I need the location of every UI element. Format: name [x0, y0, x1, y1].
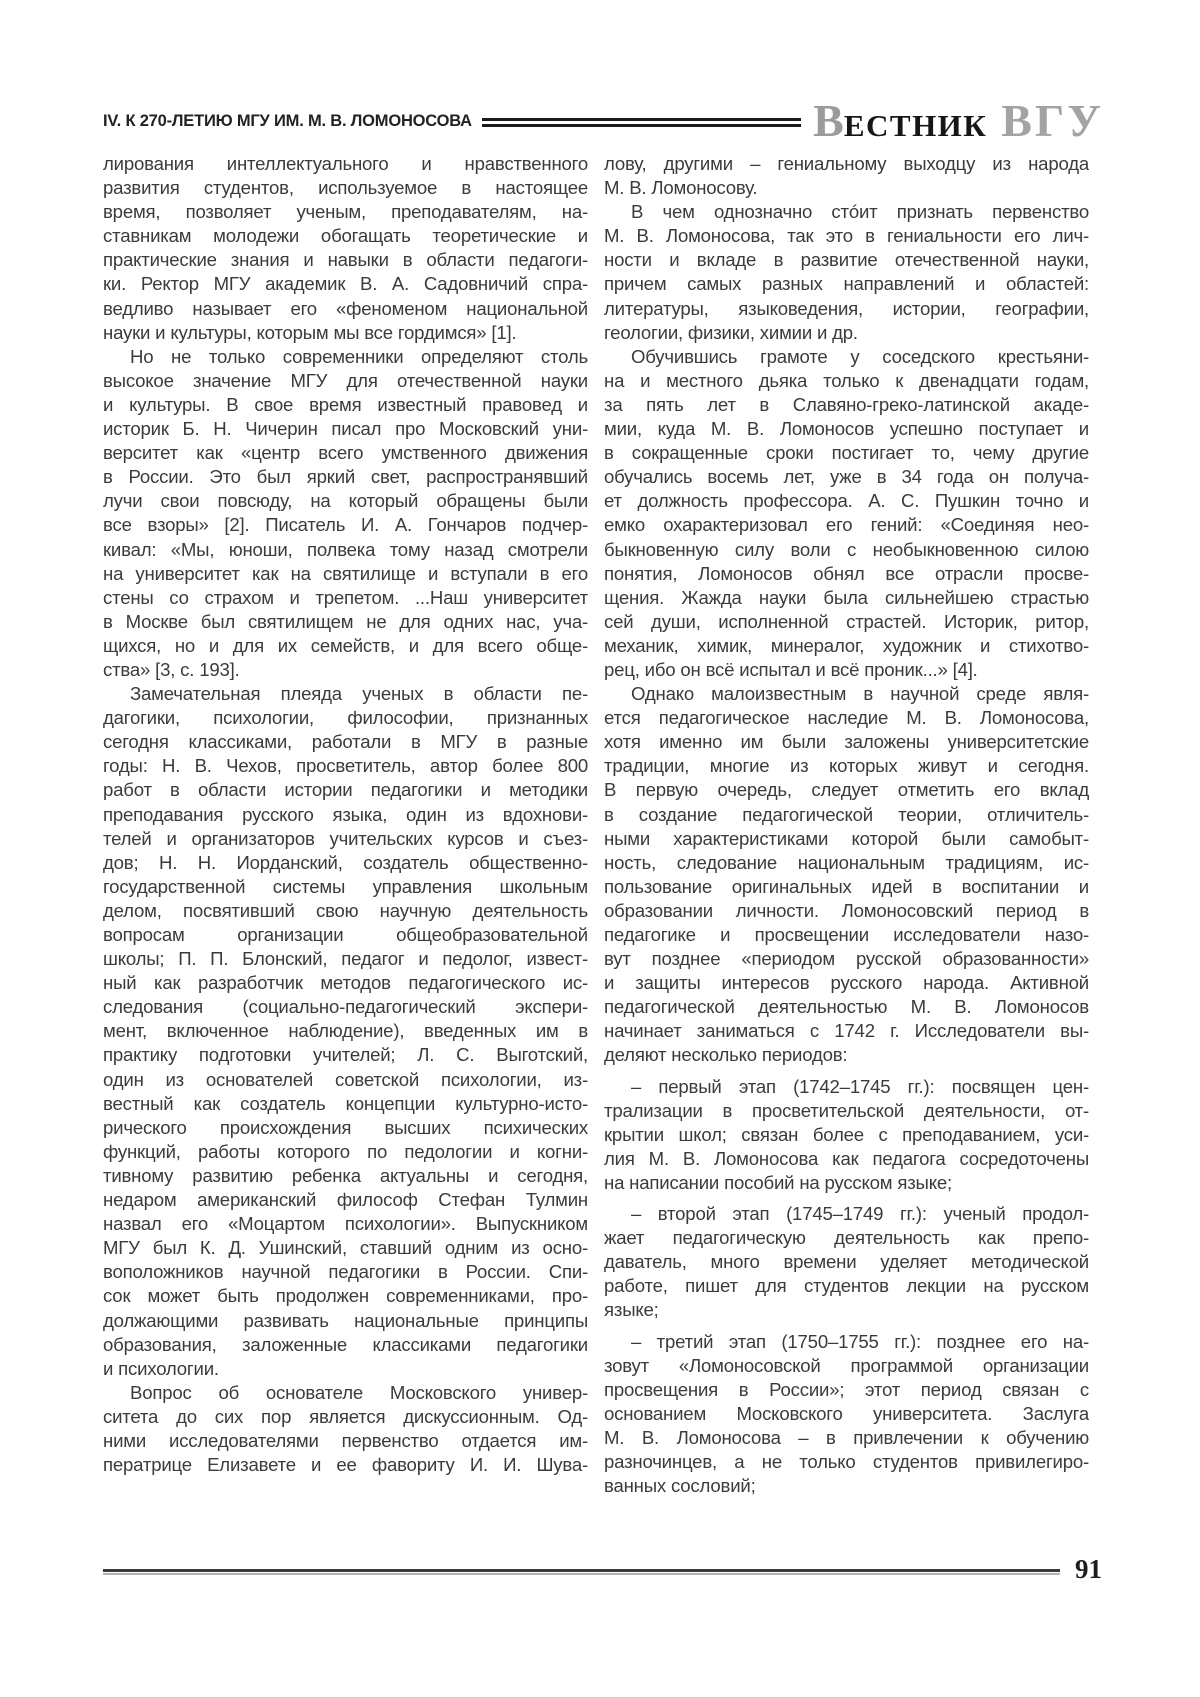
text-line: понятия, Ломоносов обнял все отрасли просве- [604, 562, 1089, 584]
text-line: геологии, физики, химии и др. [604, 321, 858, 343]
text-line: вут позднее «периодом русской образованности» [604, 948, 1089, 970]
text-line: механик, химик, минералог, художник и стихотво- [604, 634, 1089, 656]
text-line: деляют несколько периодов: [604, 1044, 848, 1066]
text-line: причем самых разных направлений и областей: [604, 273, 1089, 295]
text-line: мии, куда М. В. Ломоносов успешно поступает и [604, 418, 1089, 440]
text-line: время, позволяет ученым, преподавателям, на- [103, 201, 588, 223]
text-line: сок может быть продолжен современниками, про- [103, 1285, 588, 1307]
text-line: и культуры. В свое время известный правовед и [103, 393, 588, 415]
text-line: – второй этап (1745–1749 гг.): ученый продол- [631, 1203, 1089, 1225]
text-line: зовут «Ломоносовской программой организации [604, 1354, 1089, 1376]
text-line: историк Б. Н. Чичерин писал про Московский уни- [103, 418, 588, 440]
text-line: школы; П. П. Блонский, педагог и педолог, извест- [103, 948, 588, 970]
text-line: Однако малоизвестным в научной среде явля- [631, 683, 1089, 705]
text-line: педагогической деятельностью М. В. Ломоносов [604, 996, 1089, 1018]
text-line: трализации в просветительской деятельности, от- [604, 1099, 1089, 1121]
text-line: литературы, языковедения, истории, географии, [604, 297, 1089, 319]
text-line: ется педагогическое наследие М. В. Ломоносова, [604, 707, 1089, 729]
text-line: – первый этап (1742–1745 гг.): посвящен цен- [631, 1075, 1089, 1097]
text-line: начинает заниматься с 1742 г. Исследователи вы- [604, 1020, 1089, 1042]
text-line: лирования интеллектуального и нравственного [103, 153, 588, 174]
text-line: следования (социально-педагогический экспери- [103, 996, 588, 1018]
text-line: щихся, но и для их семейств, и для всего обще- [103, 634, 588, 656]
text-line: МГУ был К. Д. Ушинский, ставший одним из осно- [103, 1237, 588, 1259]
text-line: разночинцев, а не только студентов привилегиро- [604, 1450, 1089, 1472]
text-line: ными характеристиками которой были самобыт- [604, 827, 1089, 849]
text-line: телей и организаторов учительских курсов и съез- [103, 827, 588, 849]
text-line: ность, следование национальным традициям, ис- [604, 851, 1089, 873]
text-line: должающими развивать национальные принципы [103, 1309, 588, 1331]
text-line: М. В. Ломоносова – в привлечении к обучению [604, 1426, 1089, 1448]
text-line: ситета до сих пор является дискуссионным. Од- [103, 1405, 588, 1427]
text-line: кивал: «Мы, юноши, полвека тому назад смотрели [103, 538, 588, 560]
text-line: традиции, многие из которых живут и сегодня. [604, 755, 1089, 777]
page-number: 91 [1075, 1554, 1102, 1584]
text-line: педагогике и просвещении исследователи назо- [604, 924, 1089, 945]
text-line: Вопрос об основателе Московского универ- [130, 1381, 588, 1403]
paragraph [604, 1075, 1089, 1195]
text-line: емко охарактеризовал его гений: «Соединяя нео- [604, 514, 1089, 536]
paragraph [103, 1381, 588, 1477]
right-column [604, 152, 1089, 1498]
text-line: даватель, много времени уделяет методической [604, 1251, 1089, 1273]
paragraph [604, 345, 1089, 682]
text-line: дагогики, психологии, философии, признанных [103, 707, 588, 729]
left-column [103, 152, 588, 1498]
text-line: в создание педагогической теории, отличитель- [604, 803, 1089, 825]
article-body [103, 152, 1089, 1498]
text-line: тивному развитию ребенка актуальны и сегодня, [103, 1164, 588, 1186]
text-line: лову, другими – гениальному выходцу из народа [604, 153, 1089, 174]
paragraph [604, 200, 1089, 345]
text-line: ванных сословий; [604, 1475, 756, 1497]
text-line: в России. Это был яркий свет, распространявший [103, 466, 588, 488]
text-line: просвещения в России»; этот период связан с [604, 1378, 1089, 1400]
text-line: ности и вкладе в развитие отечественной науки, [604, 249, 1089, 271]
text-line: ет должность профессора. А. С. Пушкин точно и [604, 490, 1089, 512]
text-line: на и местного дьяка только к двенадцати годам, [604, 369, 1089, 391]
text-line: крытии школ; связан более с преподаванием, уси- [604, 1123, 1089, 1145]
text-line: ный как разработчик методов педагогического ис- [103, 972, 588, 994]
text-line: образовании личности. Ломоносовский период в [604, 899, 1089, 921]
text-line: основанием Московского университета. Заслуга [604, 1402, 1089, 1424]
text-line: Замечательная плеяда ученых в области пе- [130, 683, 588, 705]
text-line: – третий этап (1750–1755 гг.): позднее его на- [631, 1330, 1089, 1352]
text-line: науки и культуры, которым мы все гордимся» [1]. [103, 321, 517, 343]
text-line: развития студентов, используемое в настоящее [103, 177, 588, 199]
text-line: щения. Жажда науки была сильнейшею страстью [604, 586, 1089, 608]
text-line: ператрице Елизавете и ее фавориту И. И. Шува- [103, 1454, 588, 1476]
text-line: обучались восемь лет, уже в 34 года он получа- [604, 466, 1089, 488]
text-line: М. В. Ломоносову. [604, 177, 758, 199]
text-line: ки. Ректор МГУ академик В. А. Садовничий спра- [103, 273, 588, 295]
text-line: ставникам молодежи обогащать теоретические и [103, 225, 588, 247]
text-line: верситет как «центр всего умственного движения [103, 442, 588, 464]
text-line: практические знания и навыки в области педагоги- [103, 249, 588, 271]
text-line: жает педагогическую деятельность как препо- [604, 1227, 1089, 1249]
text-line: Но не только современники определяют столь [130, 345, 588, 367]
text-line: М. В. Ломоносова, так это в гениальности его лич- [604, 225, 1089, 247]
paragraph [103, 345, 588, 682]
text-line: сегодня классиками, работали в МГУ в разные [103, 731, 588, 753]
text-line: и защиты интересов русского народа. Активной [604, 972, 1089, 994]
text-line: на университет как на святилище и вступали в его [103, 562, 588, 584]
text-line: лучи свои повсюду, на который обращены были [103, 490, 588, 512]
text-line: преподавания русского языка, один из вдохнови- [103, 803, 588, 825]
journal-logo-name: ЕСТНИК [843, 108, 988, 143]
journal-logo-org: ВГУ [1001, 95, 1104, 146]
text-line: недаром американский философ Стефан Тулмин [103, 1189, 588, 1211]
journal-logo [813, 95, 1104, 146]
text-line: В первую очередь, следует отметить его вклад [604, 779, 1089, 801]
text-line: за пять лет в Славяно-греко-латинской акаде- [604, 393, 1089, 415]
text-line: рического происхождения высших психических [103, 1116, 588, 1138]
text-line: практику подготовки учителей; Л. С. Выготский, [103, 1044, 588, 1066]
text-line: быкновенную силу воли с необыкновенною силою [604, 538, 1089, 560]
text-line: работ в области истории педагогики и методики [103, 779, 588, 801]
text-line: языке; [604, 1299, 659, 1321]
text-line: все взоры» [2]. Писатель И. А. Гончаров подчер- [103, 514, 588, 536]
text-line: на написании пособий на русском языке; [604, 1171, 952, 1193]
text-line: рец, ибо он всё испытал и всё проник...» [4]. [604, 658, 978, 680]
footer-rule [103, 1569, 1060, 1575]
paragraph [103, 682, 588, 1381]
text-line: ведливо называет его «феноменом национальной [103, 297, 588, 319]
text-line: работе, пишет для студентов лекции на русском [604, 1275, 1089, 1297]
text-line: один из основателей советской психологии, из- [103, 1068, 588, 1090]
text-line: вопросам организации общеобразовательной [103, 924, 588, 945]
journal-logo-initial: В [813, 95, 844, 146]
text-line: назвал его «Моцартом психологии». Выпускником [103, 1213, 588, 1235]
paragraph [604, 682, 1089, 1068]
text-line: сей души, исполненной страстей. Историк, ритор, [604, 610, 1089, 632]
text-line: хотя именно им были заложены университетские [604, 731, 1089, 753]
text-line: пользование оригинальных идей в воспитании и [604, 875, 1089, 897]
text-line: стены со страхом и трепетом. ...Наш университет [103, 586, 588, 608]
text-line: В чем однозначно стóит признать первенство [631, 201, 1089, 223]
text-line: годы: Н. В. Чехов, просветитель, автор более 800 [103, 755, 588, 777]
text-line: воположников научной педагогики в России. Спи- [103, 1261, 588, 1283]
text-line: функций, работы которого по педологии и когни- [103, 1140, 588, 1162]
page-header [103, 95, 1104, 146]
text-line: вестный как создатель концепции культурно-исто- [103, 1092, 588, 1114]
text-line: в Москве был святилищем не для одних нас, уча- [103, 610, 588, 632]
text-line: и психологии. [103, 1357, 219, 1379]
header-double-rule [482, 118, 801, 127]
text-line: образования, заложенные классиками педагогики [103, 1333, 588, 1355]
text-line: ними исследователями первенство отдается им- [103, 1429, 588, 1451]
text-line: делом, посвятивший свою научную деятельность [103, 899, 588, 921]
paragraph [604, 1202, 1089, 1322]
text-line: мент, включенное наблюдение), введенных им в [103, 1020, 588, 1042]
paragraph [604, 152, 1089, 200]
page-footer [103, 1554, 1102, 1585]
text-line: лия М. В. Ломоносова как педагога сосредоточены [604, 1147, 1089, 1169]
text-line: высокое значение МГУ для отечественной науки [103, 369, 588, 391]
paragraph [604, 1330, 1089, 1499]
text-line: ства» [3, с. 193]. [103, 658, 240, 680]
text-line: государственной системы управления школьным [103, 875, 588, 897]
text-line: Обучившись грамоте у соседского крестьяни- [631, 345, 1089, 367]
text-line: дов; Н. Н. Иорданский, создатель общественно- [103, 851, 588, 873]
text-line: в сокращенные сроки постигает то, чему другие [604, 442, 1089, 464]
paragraph [103, 152, 588, 345]
section-title: IV. К 270-ЛЕТИЮ МГУ ИМ. М. В. ЛОМОНОСОВА [103, 111, 472, 130]
